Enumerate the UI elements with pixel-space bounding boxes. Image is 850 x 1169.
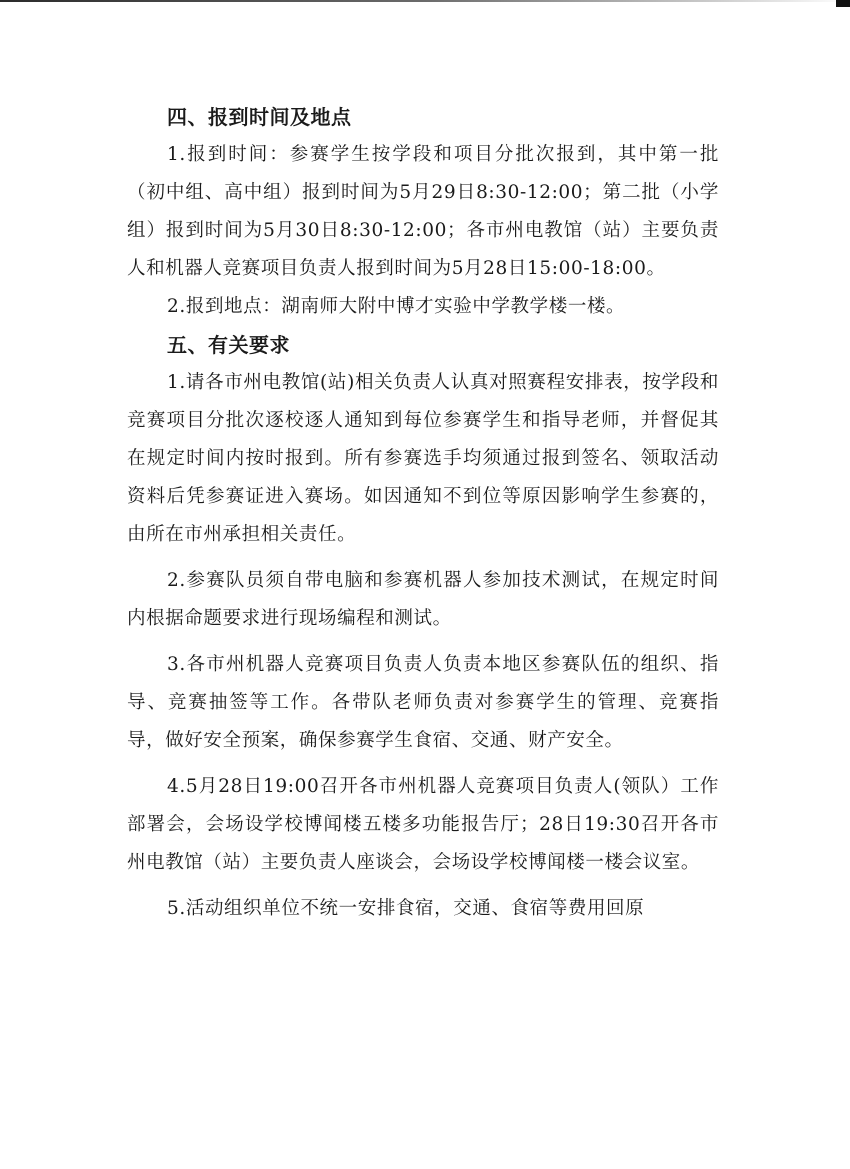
paragraph-requirement-5: 5.活动组织单位不统一安排食宿，交通、食宿等费用回原 [167, 898, 645, 919]
scan-corner-mark [836, 0, 850, 7]
paragraph-requirement-3: 3.各市州机器人竞赛项目负责人负责本地区参赛队伍的组织、指导、竞赛抽签等工作。各带队老师负责对参赛学生的管理、竞赛指导，做好安全预案，确保参赛学生食宿、交通、财产安全。 [127, 654, 719, 751]
paragraph-registration-time: 1.报到时间：参赛学生按学段和项目分批次报到，其中第一批（初中组、高中组）报到时间为5月29日8:30-12:00；第二批（小学组）报到时间为5月30日8:30-12:00；各市州电教馆（站）主要负责人和机器人竞赛项目负责人报到时间为5月28日15:00-18:00。 [127, 144, 719, 279]
paragraph-registration-place: 2.报到地点：湖南师大附中博才实验中学教学楼一楼。 [167, 296, 626, 317]
paragraph-requirement-2: 2.参赛队员须自带电脑和参赛机器人参加技术测试，在规定时间内根据命题要求进行现场编程和测试。 [127, 570, 719, 629]
document-page [127, 98, 719, 928]
section-heading-registration: 四、报到时间及地点 [167, 105, 352, 129]
section-heading-requirements: 五、有关要求 [167, 333, 290, 357]
scan-edge [0, 0, 850, 2]
paragraph-requirement-1: 1.请各市州电教馆(站)相关负责人认真对照赛程安排表，按学段和竞赛项目分批次逐校逐人通知到每位参赛学生和指导老师，并督促其在规定时间内按时报到。所有参赛选手均须通过报到签名、领取活动资料后凭参赛证进入赛场。如因通知不到位等原因影响学生参赛的，由所在市州承担相关责任。 [127, 372, 719, 545]
paragraph-requirement-4: 4.5月28日19:00召开各市州机器人竞赛项目负责人(领队）工作部署会，会场设学校博闻楼五楼多功能报告厅；28日19:30召开各市州电教馆（站）主要负责人座谈会，会场设学校博闻楼一楼会议室。 [127, 776, 719, 873]
